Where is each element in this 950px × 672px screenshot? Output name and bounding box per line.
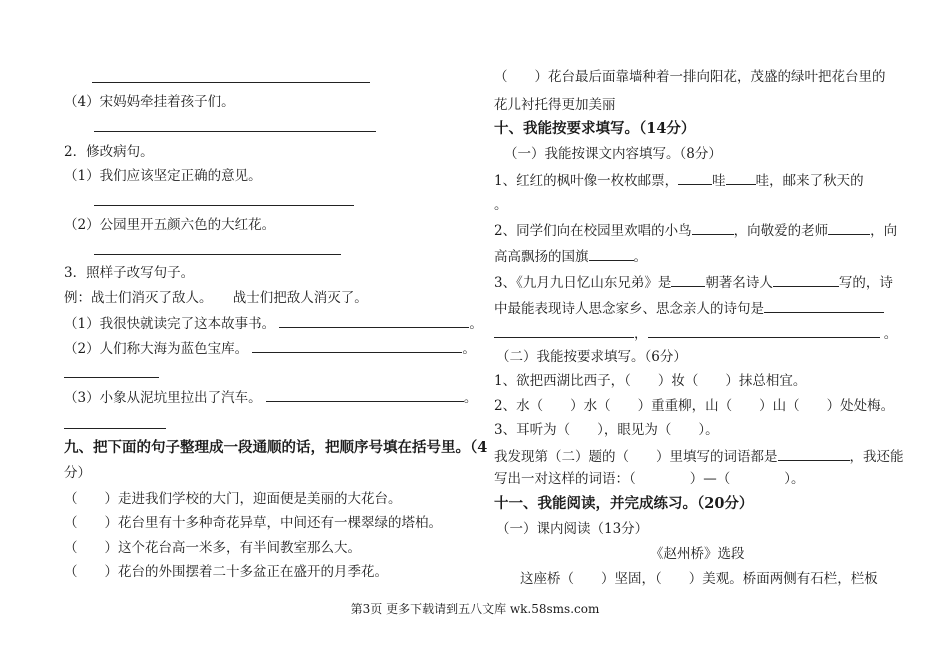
q4-text: （4）宋妈妈牵挂着孩子们。 [64, 94, 235, 110]
s11-1-title: （一）课内阅读（13分） [496, 521, 649, 537]
q3-title: 3．照样子改写句子。 [64, 265, 195, 281]
fill-blank [828, 220, 870, 235]
s9-item: （ ）花台的外围摆着二十多盆正在盛开的月季花。 [64, 564, 388, 580]
section-10-title: 十、我能按要求填写。（14分） [494, 120, 696, 137]
s10-1-3-cont: 中最能表现诗人思念家乡、思念亲人的诗句是 [494, 298, 884, 318]
s9-item-last: （ ）花台最后面靠墙种着一排向阳花，茂盛的绿叶把花台里的 [494, 69, 886, 85]
answer-line [94, 205, 354, 206]
fill-blank [678, 170, 712, 185]
section-9-title: 九、把下面的句子整理成一段通顺的话，把顺序号填在括号里。（4 [64, 439, 488, 456]
q3-example: 例：战士们消灭了敌人。 战士们把敌人消灭了。 [64, 290, 368, 306]
s9-item: （ ）这个花台高一米多，有半间教室那么大。 [64, 540, 361, 556]
s10-1-1-cont: 。 [494, 197, 508, 213]
answer-line [64, 377, 159, 378]
s10-1-2: 2、同学们向在校园里欢唱的小鸟 ，向敬爱的老师 ，向 [494, 220, 897, 240]
answer-blank [279, 313, 469, 328]
s10-1-2-cont: 高高飘扬的国旗 。 [494, 246, 647, 266]
s10-1-1: 1、红红的枫叶像一枚枚邮票， 哇 哇，邮来了秋天的 [494, 170, 864, 190]
s10-2-1: 1、欲把西湖比西子，（ ）妆（ ）抹总相宜。 [494, 373, 807, 389]
s10-2-4: 我发现第（二）题的（ ）里填写的词语都是 ，我还能 [494, 446, 904, 466]
page-footer: 第3页 更多下载请到五八文库 wk.58sms.com [350, 602, 600, 616]
passage-title: 《赵州桥》选段 [650, 546, 745, 562]
q2-1-text: （1）我们应该坚定正确的意见。 [64, 168, 262, 184]
fill-blank [773, 272, 839, 287]
answer-line [92, 82, 370, 83]
fill-blank [589, 246, 634, 261]
section-11-title: 十一、我能阅读，并完成练习。（20分） [494, 495, 754, 512]
s10-1-title: （一）我能按课文内容填写。（8分） [504, 146, 722, 162]
answer-blank [266, 387, 464, 402]
s10-1-3-cont2: ， 。 [494, 323, 897, 343]
answer-line [94, 254, 341, 255]
q2-2-text: （2）公园里开五颜六色的大红花。 [64, 217, 276, 233]
q2-title: 2．修改病句。 [64, 144, 154, 160]
passage-line: 这座桥（ ）坚固，（ ）美观。桥面两侧有石栏，栏板 [520, 571, 878, 587]
answer-blank [252, 338, 462, 353]
fill-blank [726, 170, 756, 185]
s10-2-5: 写出一对这样的词语：（ ）—（ ）。 [494, 471, 805, 487]
q3-3-text: （3）小象从泥坑里拉出了汽车。 。 [64, 387, 477, 407]
s10-2-3: 3、耳听为（ ），眼见为（ ）。 [494, 422, 719, 438]
s9-item: （ ）走进我们学校的大门，迎面便是美丽的大花台。 [64, 491, 402, 507]
s10-1-3: 3、《九月九日忆山东兄弟》是 朝著名诗人 写的，诗 [494, 272, 893, 292]
q3-2-text: （2）人们称大海为蓝色宝库。 。 [64, 338, 476, 358]
s9-item-last-cont: 花儿衬托得更加美丽 [494, 97, 616, 113]
fill-blank [764, 298, 884, 313]
fill-blank [692, 220, 734, 235]
s9-item: （ ）花台里有十多种奇花异草，中间还有一棵翠绿的塔柏。 [64, 515, 442, 531]
fill-blank [778, 446, 850, 461]
q3-1-text: （1）我很快就读完了这本故事书。 。 [64, 313, 483, 333]
fill-blank [494, 323, 634, 338]
s10-2-title: （二）我能按要求填写。（6分） [496, 349, 687, 365]
answer-line [64, 428, 166, 429]
fill-blank [671, 272, 705, 287]
answer-line [94, 131, 376, 132]
s10-2-2: 2、水（ ）水（ ）重重柳，山（ ）山（ ）处处梅。 [494, 398, 895, 414]
fill-blank [648, 323, 880, 338]
section-9-title-cont: 分） [64, 465, 91, 481]
